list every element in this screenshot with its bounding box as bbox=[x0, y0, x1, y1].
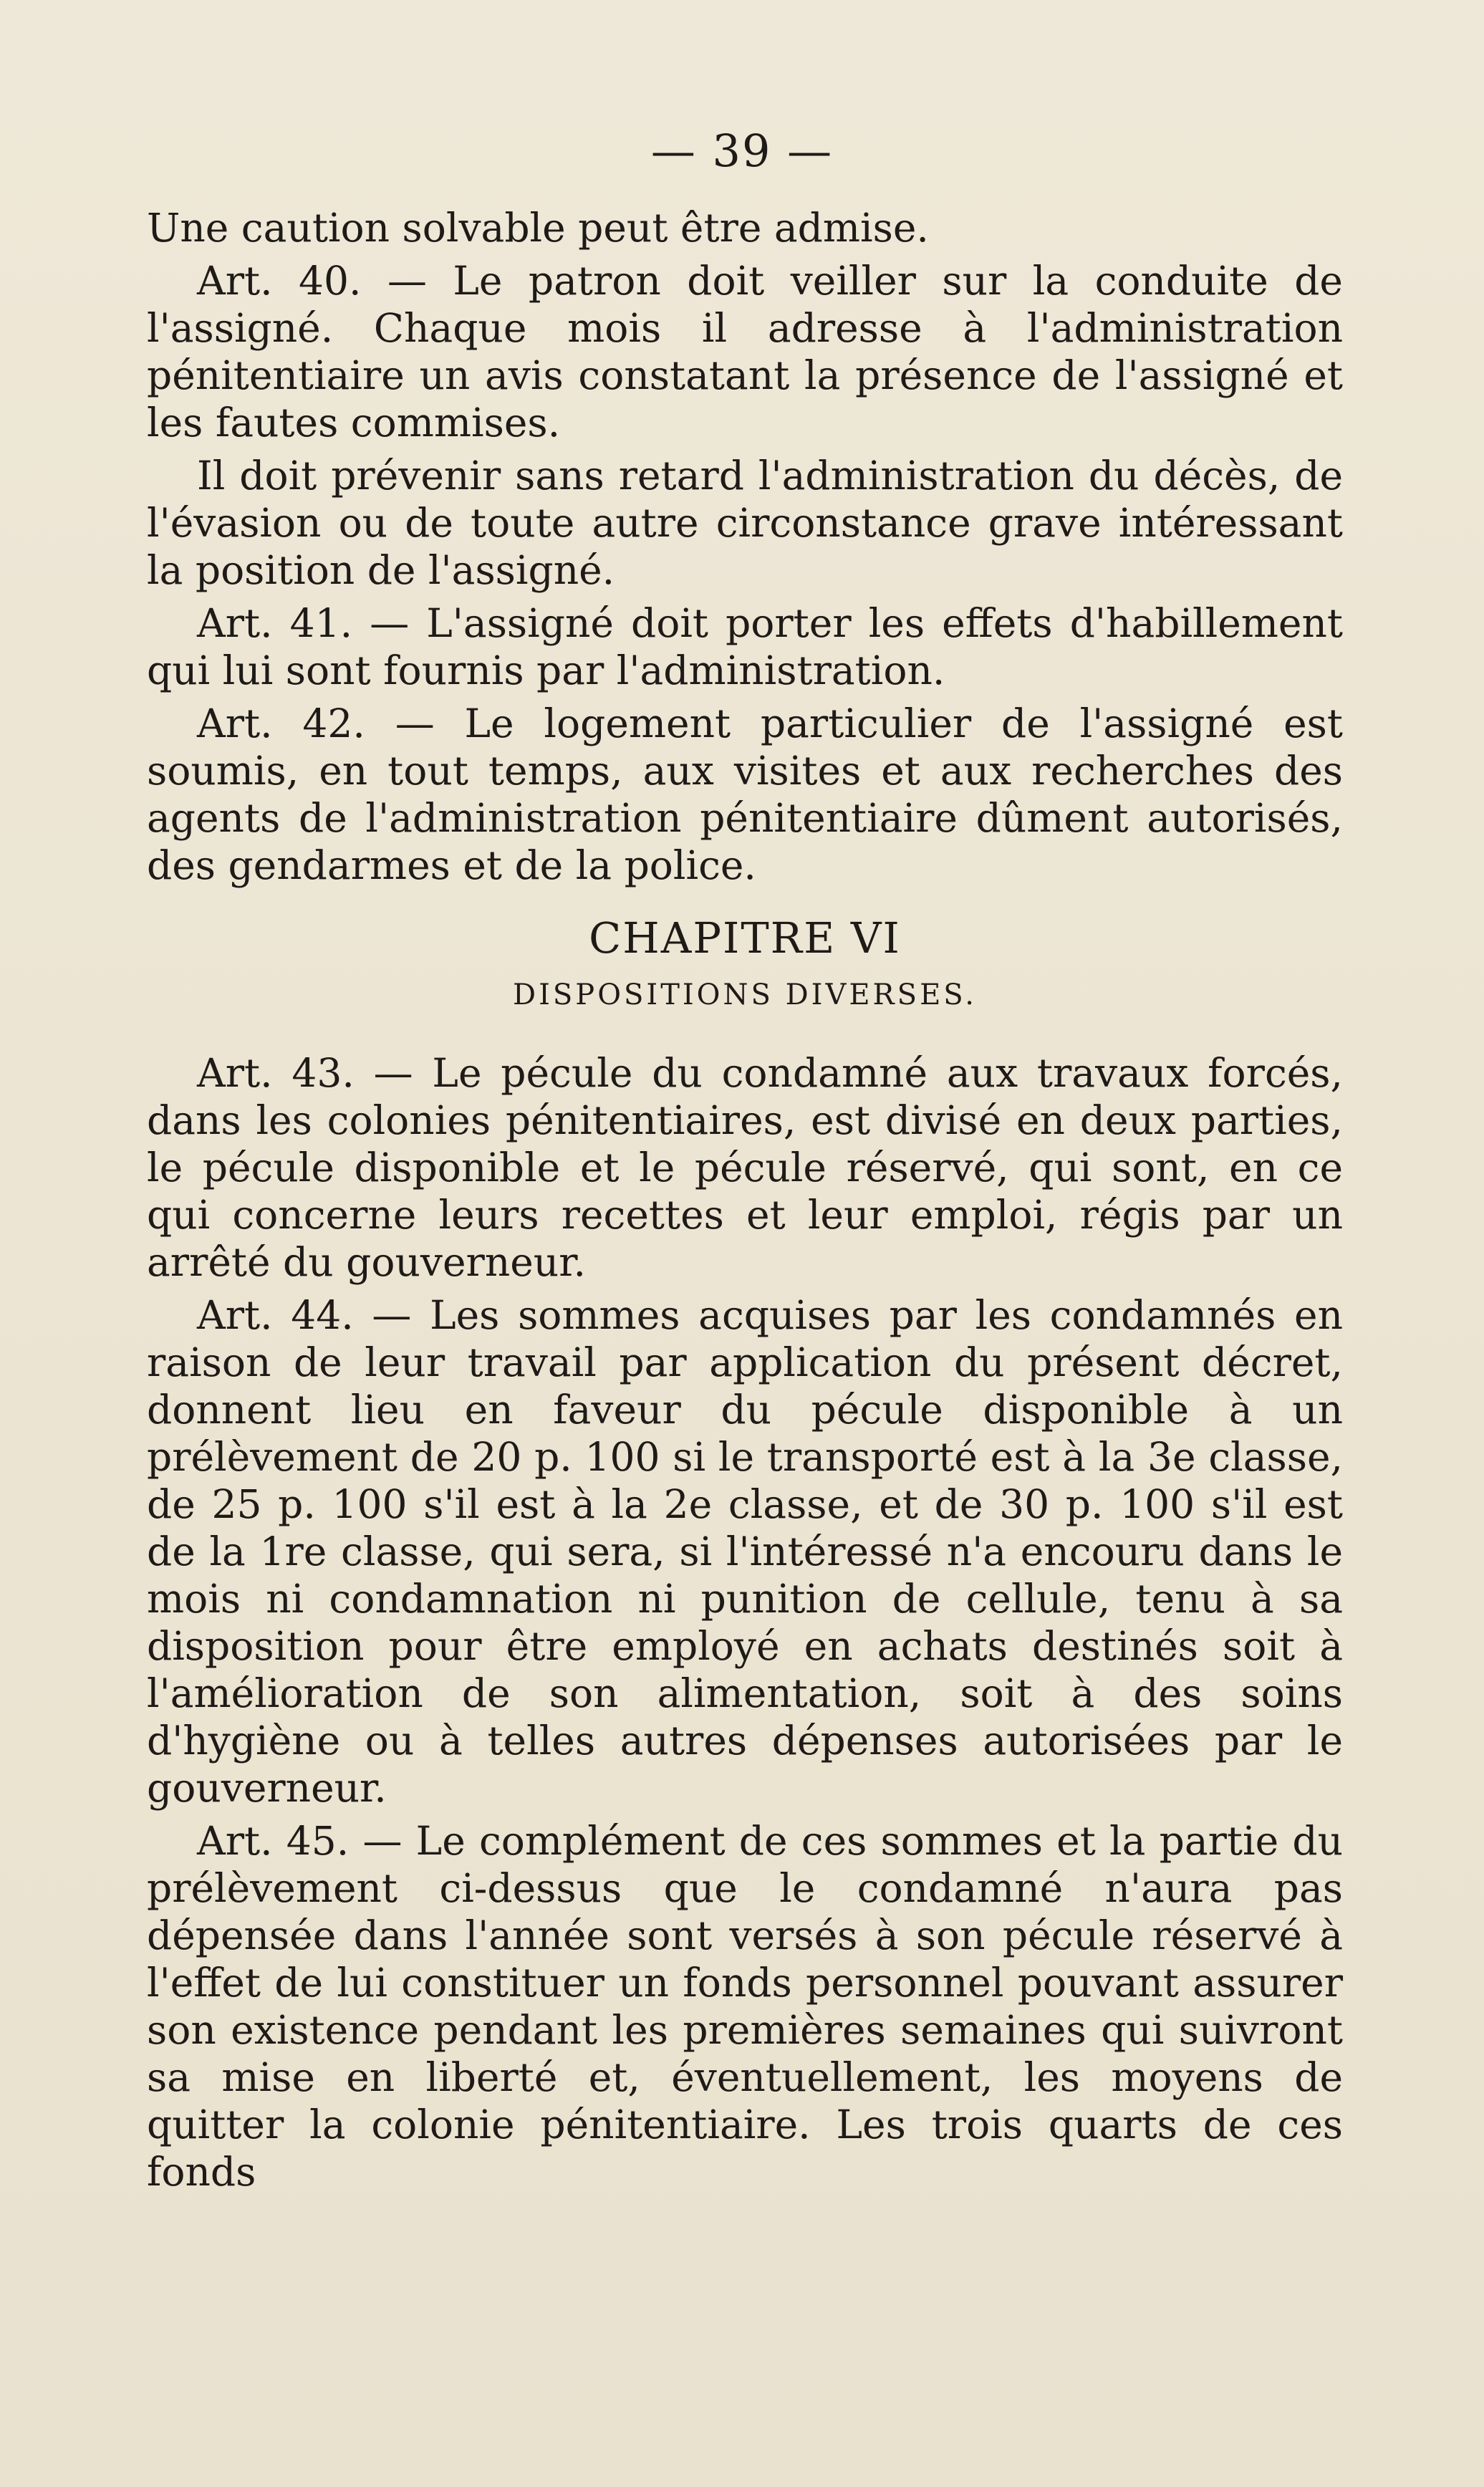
paragraph-art-40: Art. 40. — Le patron doit veiller sur la conduite de l'assigné. Chaque mois il adresse à l'administration pénitentiaire un avis constatant la présence de l'assigné et les fautes commises. bbox=[147, 258, 1343, 446]
chapter-title: CHAPITRE VI bbox=[589, 913, 901, 963]
paragraph-art-44: Art. 44. — Les sommes acquises par les condamnés en raison de leur travail par application du présent décret, donnent lieu en faveur du pécule disponible à un prélèvement de 20 p. 100 si le transporté est à la 3e classe, de 25 p. 100 s'il est à la 2e classe, et de 30 p. 100 s'il est de la 1re classe, qui sera, si l'intéressé n'a encouru dans le mois ni condamnation ni punition de cellule, tenu à sa disposition pour être employé en achats destinés soit à l'amélioration de son alimentation, soit à des soins d'hygiène ou à telles autres dépenses autorisées par le gouverneur. bbox=[147, 1292, 1343, 1811]
paragraph-caution: Une caution solvable peut être admise. bbox=[147, 205, 929, 251]
paragraph-art-40-continued: Il doit prévenir sans retard l'administration du décès, de l'évasion ou de toute autre circonstance grave intéressant la position de l'assigné. bbox=[147, 453, 1343, 593]
body-text bbox=[147, 204, 1343, 2201]
page-number: — 39 — bbox=[650, 125, 834, 177]
chapter-subtitle: DISPOSITIONS DIVERSES. bbox=[513, 978, 977, 1011]
paragraph-art-41: Art. 41. — L'assigné doit porter les effets d'habillement qui lui sont fournis par l'administration. bbox=[147, 600, 1343, 693]
paragraph-art-42: Art. 42. — Le logement particulier de l'assigné est soumis, en tout temps, aux visites et aux recherches des agents de l'administration pénitentiaire dûment autorisés, des gendarmes et de la police. bbox=[147, 701, 1343, 888]
paragraph-art-45: Art. 45. — Le complément de ces sommes et la partie du prélèvement ci-dessus que le condamné n'aura pas dépensée dans l'année sont versés à son pécule réservé à l'effet de lui constituer un fonds personnel pouvant assurer son existence pendant les premières semaines qui suivront sa mise en liberté et, éventuellement, les moyens de quitter la colonie pénitentiaire. Les trois quarts de ces fonds bbox=[147, 1818, 1343, 2195]
paragraph-art-43: Art. 43. — Le pécule du condamné aux travaux forcés, dans les colonies pénitentiaires, est divisé en deux parties, le pécule disponible et le pécule réservé, qui sont, en ce qui concerne leurs recettes et leur emploi, régis par un arrêté du gouverneur. bbox=[147, 1050, 1343, 1285]
